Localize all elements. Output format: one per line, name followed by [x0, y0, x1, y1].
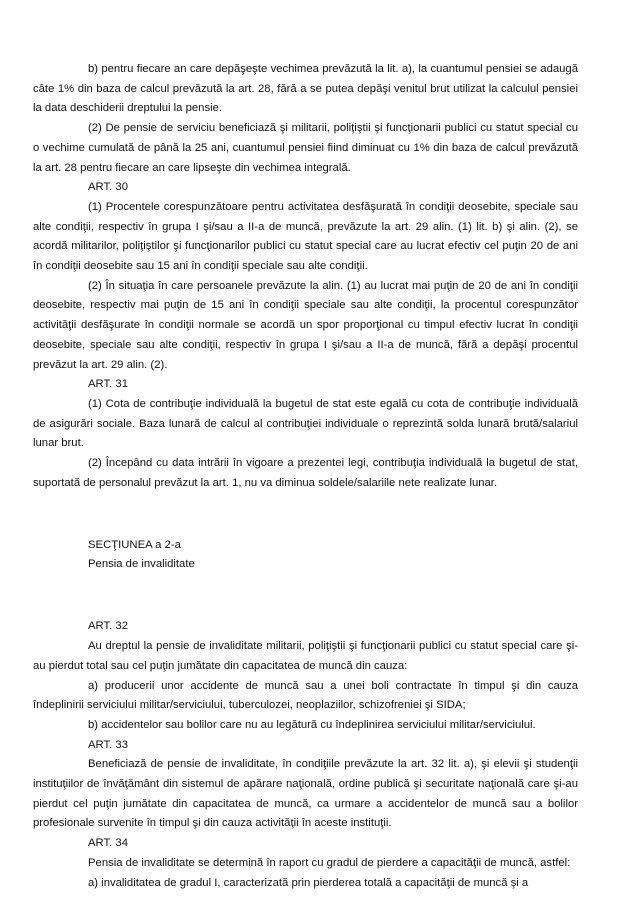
- article-heading: ART. 31: [88, 378, 128, 391]
- paragraph: (2) De pensie de serviciu beneficiază şi militarii, poliţiştii şi funcţionarii publici cu statut special cu o vechime cumulată de până la 25 ani, cuantumul pensiei fiind diminuat cu 1% din baza de calcul prevăzută la art. 28 pentru fiecare an care lipseşte din vechimea integrală.: [33, 122, 578, 174]
- paragraph: Beneficiază de pensie de invaliditate, în condiţiile prevăzute la art. 32 lit. a), şi elevii şi studenţii instituţiilor de învăţământ din sistemul de apărare naţională, ordine publică şi securitate naţională care şi-au pierdut cel puţin jumătate din capacitatea de muncă, ca urmare a accidentelor de muncă sau a bolilor profesionale survenite în timpul şi din cauza activităţii în aceste instituţii.: [33, 758, 578, 830]
- article-heading: SECŢIUNEA a 2-a: [88, 538, 181, 551]
- blank-line: [33, 586, 578, 606]
- article-heading: ART. 34: [88, 837, 128, 850]
- paragraph: b) pentru fiecare an care depăşeşte vechimea prevăzută la lit. a), la cuantumul pensiei se adaugă câte 1% din baza de calcul prevăzută la art. 28, fără a se putea depăşi venitul brut utilizat la calculul pensiei la data deschiderii dreptului la pensie.: [33, 63, 578, 115]
- article-heading: ART. 30: [88, 181, 128, 194]
- article-heading: ART. 32: [88, 620, 128, 633]
- paragraph: a) invaliditatea de gradul I, caracterizată prin pierderea totală a capacităţii de muncă şi a: [88, 876, 529, 889]
- paragraph: a) producerii unor accidente de muncă sau a unei boli contractate în timpul şi din cauza îndeplinirii serviciului militar/serviciului, tuberculozei, neoplaziilor, schizofreniei şi SIDA;: [33, 679, 578, 712]
- article-heading: ART. 33: [88, 738, 128, 751]
- paragraph: b) accidentelor sau bolilor care nu au legătură cu îndeplinirea serviciului militar/serviciului.: [88, 718, 536, 731]
- paragraph: (2) În situaţia în care persoanele prevăzute la alin. (1) au lucrat mai puţin de 20 de ani în condiţii deosebite, respectiv mai puţin de 15 ani în condiţii speciale sau alte condiţii, la procentul corespunzător activităţii desfăşurate în condiţii normale se acordă un spor proporţional cu timpul efectiv lucrat în condiţii deosebite, speciale sau alte condiţii, respectiv în grupa I şi/sau a II-a de muncă, fără a depăşi procentul prevăzut la art. 29 alin. (2).: [33, 279, 578, 371]
- paragraph: Pensia de invaliditate se determină în raport cu gradul de pierdere a capacităţii de muncă, astfel:: [88, 856, 571, 869]
- article-heading: Pensia de invaliditate: [88, 558, 195, 571]
- paragraph: (1) Procentele corespunzătoare pentru activitatea desfăşurată în condiţii deosebite, speciale sau alte condiţii, respectiv în grupa I şi/sau a II-a de muncă, prevăzute la art. 29 alin. (1) lit. b) şi alin. (2), se acordă militarilor, poliţiştilor şi funcţionarilor publici cu statut special care au lucrat efectiv cel puţin 20 de ani în condiţii deosebite sau 15 ani în condiţii speciale sau alte condiţii.: [33, 200, 578, 273]
- document-body: [33, 60, 578, 893]
- paragraph: Au dreptul la pensie de invaliditate militarii, poliţiştii şi funcţionarii publici cu statut special care şi-au pierdut total sau cel puţin jumătate din capacitatea de muncă din cauza:: [33, 640, 578, 672]
- paragraph: (2) Începând cu data intrării în vigoare a prezentei legi, contribuţia individuală la bugetul de stat, suportată de personalul prevăzut la art. 1, nu va diminua soldele/salariile nete realizate lunar.: [33, 457, 578, 489]
- paragraph: (1) Cota de contribuţie individuală la bugetul de stat este egală cu cota de contribuţie individuală de asigurări sociale. Baza lunară de calcul al contribuţiei individuale o reprezintă solda lunară brută/salariul lunar brut.: [33, 397, 578, 450]
- blank-line: [33, 505, 578, 525]
